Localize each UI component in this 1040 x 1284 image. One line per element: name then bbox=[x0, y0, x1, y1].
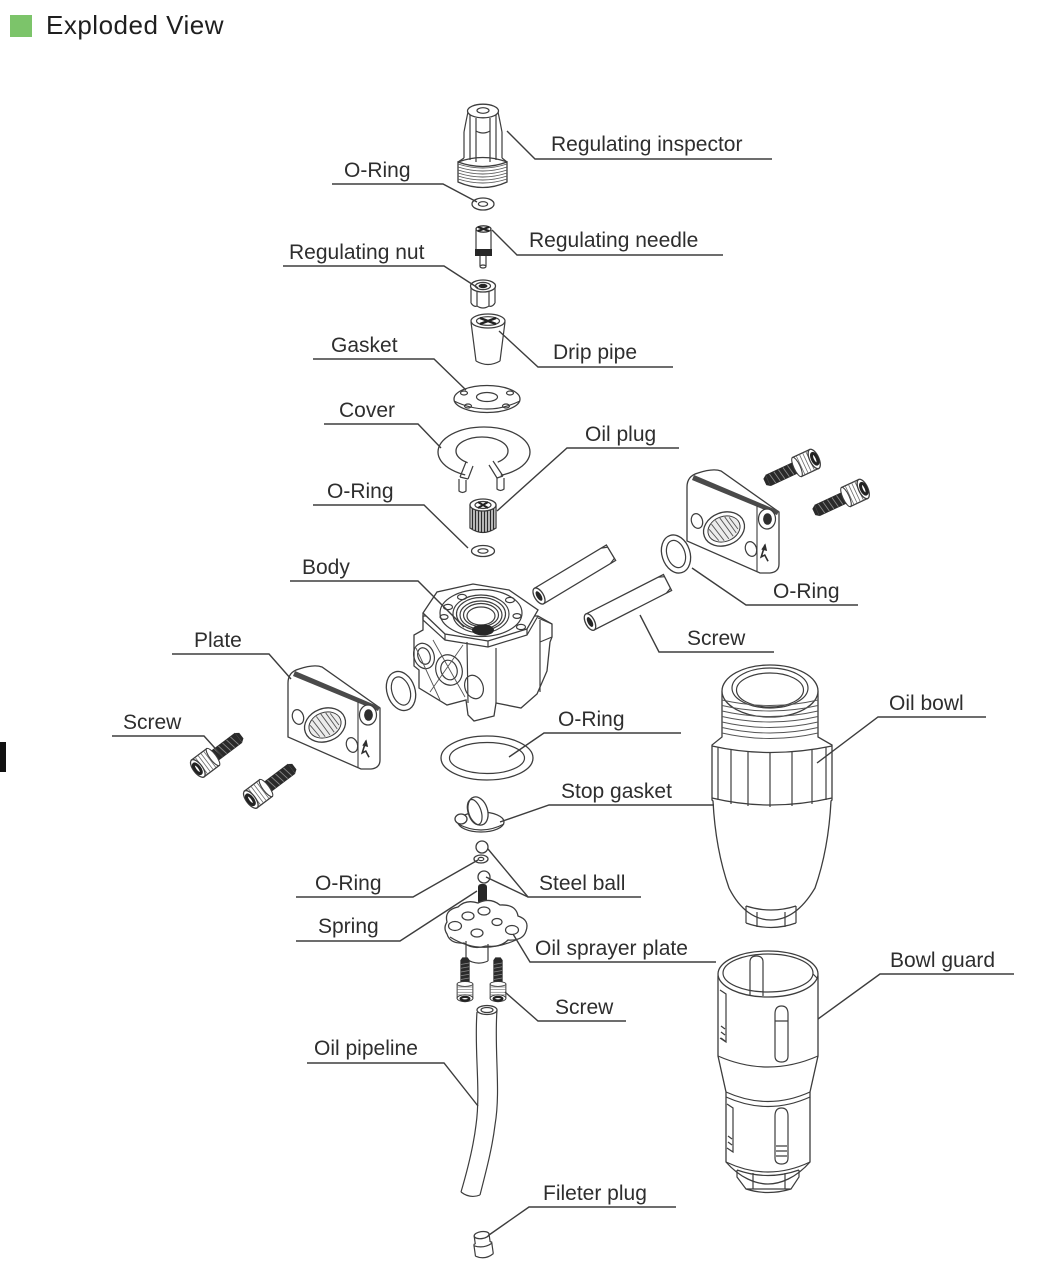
label-text: O-Ring bbox=[315, 872, 382, 895]
o-ring-left-plate-drawing bbox=[382, 668, 421, 715]
label-bowl-guard bbox=[818, 949, 1014, 1019]
label-text: Body bbox=[302, 556, 350, 579]
regulating-needle-drawing bbox=[475, 226, 492, 268]
label-gasket bbox=[313, 334, 466, 390]
label-oil-pipeline bbox=[307, 1037, 478, 1106]
label-text: O-Ring bbox=[327, 480, 394, 503]
label-regulating-needle bbox=[492, 229, 723, 255]
bowl-guard-drawing bbox=[718, 951, 818, 1193]
label-text: Bowl guard bbox=[890, 949, 996, 972]
label-text: Stop gasket bbox=[561, 780, 672, 803]
cover-drawing bbox=[438, 427, 530, 493]
label-plate bbox=[172, 629, 291, 679]
label-text: Spring bbox=[318, 915, 379, 938]
stop-gasket-drawing bbox=[455, 794, 504, 832]
label-drip-pipe bbox=[499, 331, 673, 367]
label-text: Regulating inspector bbox=[551, 133, 743, 156]
label-text: Steel ball bbox=[539, 872, 626, 895]
label-o-ring-large bbox=[509, 708, 681, 757]
page-header bbox=[10, 10, 224, 41]
label-cover bbox=[324, 399, 441, 448]
label-text: Regulating needle bbox=[529, 229, 699, 252]
oil-pipeline-drawing bbox=[461, 1006, 498, 1197]
label-text: O-Ring bbox=[773, 580, 840, 603]
label-text: Oil pipeline bbox=[314, 1037, 418, 1060]
oil-sprayer-plate-drawing bbox=[445, 900, 527, 963]
o-ring-top-drawing bbox=[472, 198, 494, 210]
bottom-screw-2-drawing bbox=[490, 957, 506, 1001]
label-stop-gasket bbox=[500, 780, 714, 822]
label-o-ring-right bbox=[692, 568, 858, 605]
oil-bowl-drawing bbox=[712, 665, 832, 928]
label-o-ring-top bbox=[332, 159, 477, 202]
gasket-drawing bbox=[454, 386, 520, 413]
drip-pipe-drawing bbox=[471, 314, 505, 365]
label-text: Screw bbox=[123, 711, 182, 734]
label-text: Cover bbox=[339, 399, 396, 422]
label-text: O-Ring bbox=[344, 159, 411, 182]
label-text: Regulating nut bbox=[289, 241, 425, 264]
steel-ball-1-drawing bbox=[476, 841, 488, 853]
label-screw-bottom bbox=[505, 992, 626, 1021]
label-text: Oil sprayer plate bbox=[535, 937, 688, 960]
left-plate-drawing bbox=[288, 666, 380, 769]
label-o-ring-upper bbox=[313, 480, 468, 548]
oil-plug-drawing bbox=[470, 499, 496, 533]
label-oil-sprayer-plate bbox=[513, 934, 716, 962]
label-regulating-nut bbox=[283, 241, 478, 288]
label-text: O-Ring bbox=[558, 708, 625, 731]
o-ring-upper-drawing bbox=[472, 546, 495, 557]
screw-rod-2-drawing bbox=[582, 574, 672, 632]
label-text: Screw bbox=[687, 627, 746, 650]
regulating-inspector-drawing bbox=[458, 104, 507, 187]
steel-ball-2-drawing bbox=[478, 871, 490, 883]
label-text: Fileter plug bbox=[543, 1182, 647, 1205]
left-screw-1-drawing bbox=[188, 727, 248, 779]
label-text: Gasket bbox=[331, 334, 398, 357]
label-oil-plug bbox=[497, 423, 679, 511]
page-title: Exploded View bbox=[46, 10, 225, 40]
label-text: Screw bbox=[555, 996, 614, 1019]
left-edge-mark bbox=[0, 742, 6, 772]
label-steel-ball bbox=[486, 849, 641, 897]
label-text: Oil bowl bbox=[889, 692, 964, 715]
right-screw-1-drawing bbox=[760, 448, 822, 492]
right-plate-drawing bbox=[687, 470, 779, 573]
bottom-screw-1-drawing bbox=[457, 957, 473, 1001]
right-screw-2-drawing bbox=[809, 478, 871, 522]
label-regulating-inspector bbox=[507, 131, 772, 159]
label-screw-rods bbox=[640, 615, 774, 652]
o-ring-large-drawing bbox=[441, 736, 533, 780]
screw-rod-1-drawing bbox=[531, 545, 616, 606]
label-oil-bowl bbox=[817, 692, 986, 763]
label-text: Oil plug bbox=[585, 423, 657, 446]
left-screw-2-drawing bbox=[241, 758, 301, 810]
regulating-nut-drawing bbox=[471, 280, 496, 308]
body-drawing bbox=[410, 584, 552, 721]
label-fileter-plug bbox=[489, 1182, 676, 1235]
green-square-icon bbox=[10, 15, 32, 37]
label-o-ring-small bbox=[296, 860, 478, 897]
label-text: Drip pipe bbox=[553, 341, 638, 364]
label-text: Plate bbox=[194, 629, 242, 652]
